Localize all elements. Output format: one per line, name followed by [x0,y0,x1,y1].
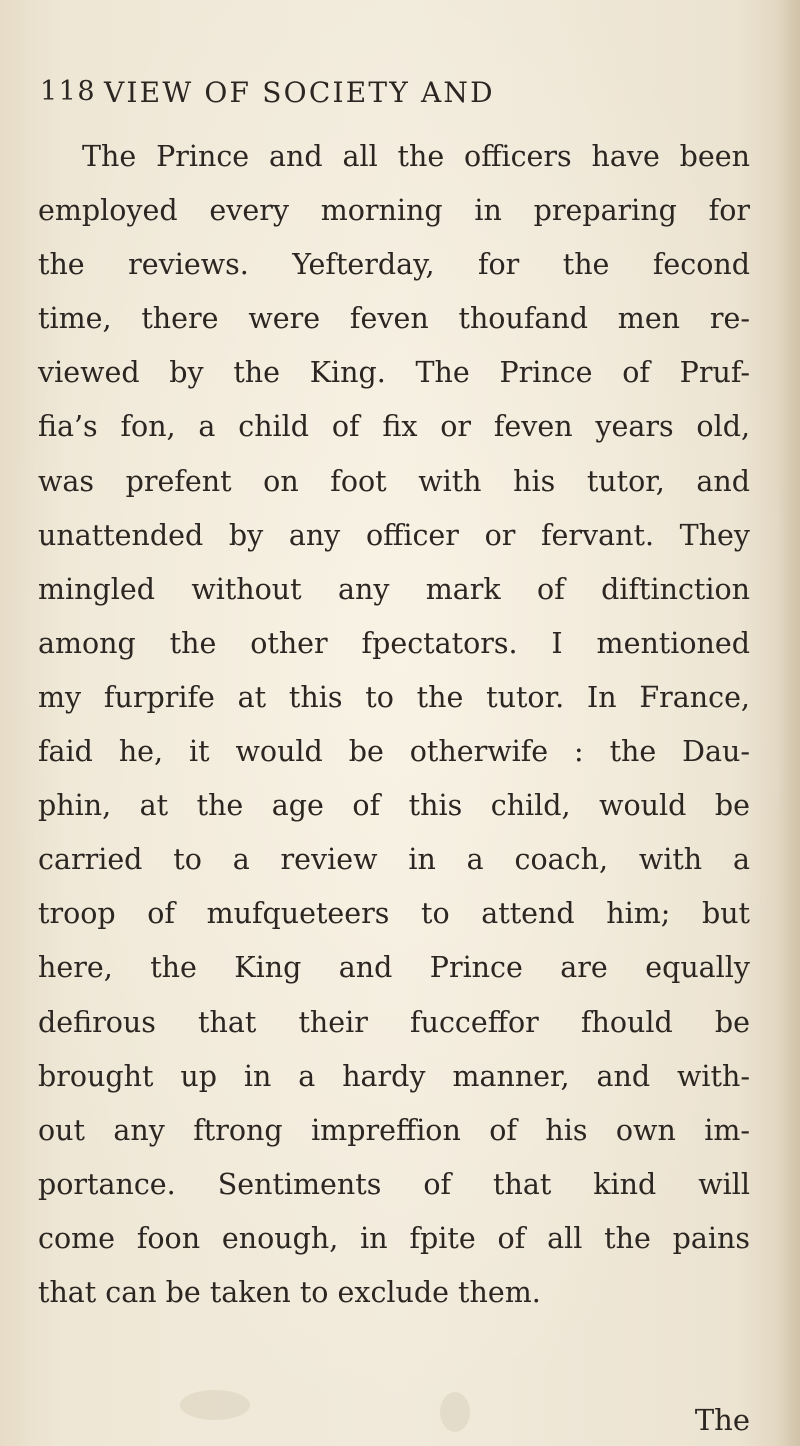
text-line: The Prince and all the officers have been [82,140,750,173]
text-line: my furprife at this to the tutor. In France, [38,680,750,714]
body-paragraph [38,130,750,1320]
text-line: here, the King and Prince are equally [38,951,750,985]
text-line: out any ftrong impreffion of his own im- [38,1113,750,1147]
text-line: the reviews. Yefterday, for the fecond [38,248,750,282]
text-line: was prefent on foot with his tutor, and [38,464,750,498]
text-line: mingled without any mark of diftinction [38,572,750,606]
text-line: viewed by the King. The Prince of Pruf- [38,356,750,390]
text-line: among the other fpectators. I mentioned [38,626,750,660]
text-line: defirous that their fucceffor fhould be [38,1005,750,1039]
page-edge-shadow [778,0,800,1446]
text-line: phin, at the age of this child, would be [38,789,750,823]
text-line: unattended by any officer or fervant. They [38,518,750,552]
text-line: fia’s fon, a child of fix or feven years old, [38,410,750,444]
text-line: employed every morning in preparing for [38,194,750,228]
text-line: faid he, it would be otherwife : the Dau- [38,735,750,769]
text-line: carried to a review in a coach, with a [38,843,750,877]
catchword: The [694,1403,750,1437]
paper-stain [180,1390,250,1420]
text-line: time, there were feven thoufand men re- [38,302,750,336]
text-line: that can be taken to exclude them. [38,1275,541,1309]
text-line: brought up in a hardy manner, and with- [38,1059,750,1093]
text-line: troop of mufqueteers to attend him; but [38,897,750,931]
running-head: VIEW OF SOCIETY AND [104,76,495,109]
paper-stain [440,1392,470,1432]
page-number: 118 [40,76,97,107]
text-line: come foon enough, in fpite of all the pains [38,1221,750,1255]
page-header [40,74,760,114]
text-line: portance. Sentiments of that kind will [38,1167,750,1201]
